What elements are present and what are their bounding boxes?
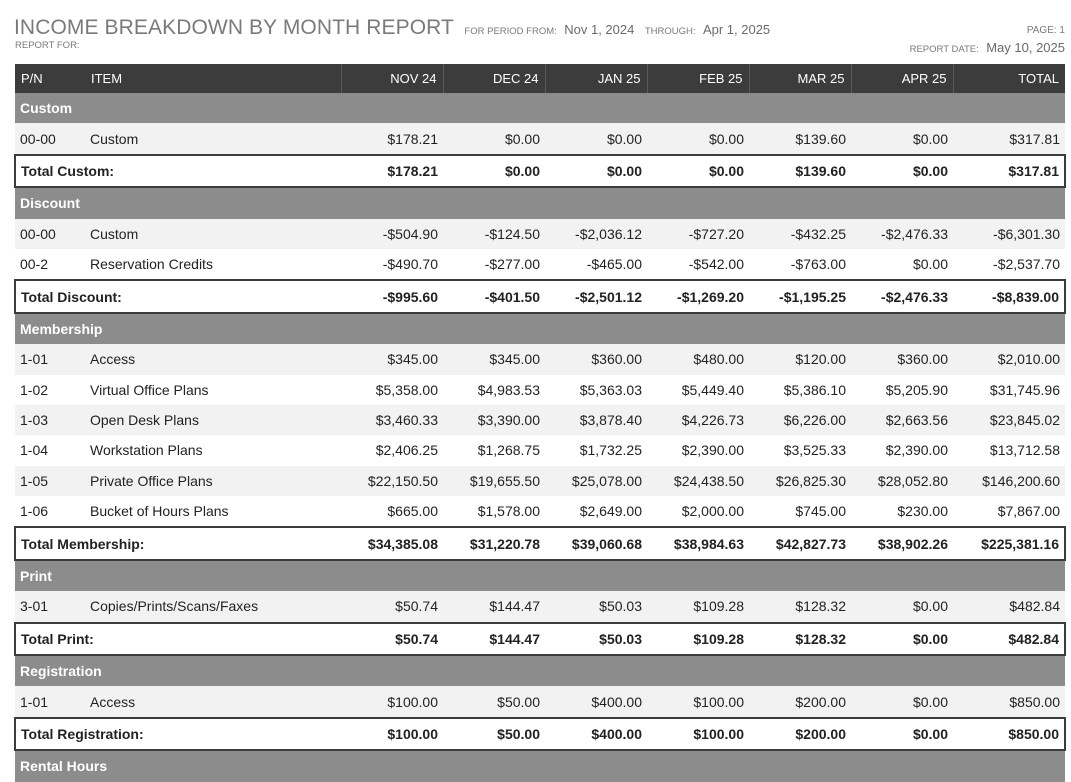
cell-apr-25: $0.00 bbox=[851, 591, 953, 622]
cell-jan-25: $0.00 bbox=[545, 123, 647, 154]
cell-item: Reservation Credits bbox=[85, 249, 341, 280]
cell-nov-24: $100.00 bbox=[341, 686, 443, 717]
table-body bbox=[15, 93, 1065, 782]
category-label: Rental Hours bbox=[15, 750, 1065, 781]
cell-dec-24: $144.47 bbox=[443, 591, 545, 622]
table-row bbox=[15, 496, 1065, 527]
cell-feb-25: $0.00 bbox=[647, 123, 749, 154]
cell-pn: 00-00 bbox=[15, 219, 85, 249]
through-label: THROUGH: bbox=[644, 26, 696, 37]
total-label: Total Print: bbox=[15, 623, 341, 655]
report-for-label: REPORT FOR: bbox=[15, 40, 80, 51]
cell-pn: 1-03 bbox=[15, 405, 85, 435]
category-label: Print bbox=[15, 560, 1065, 591]
category-row bbox=[15, 750, 1065, 781]
cell-item: Workstation Plans bbox=[85, 435, 341, 465]
category-row bbox=[15, 560, 1065, 591]
total-apr-25: -$2,476.33 bbox=[851, 280, 953, 312]
total-label: Total Registration: bbox=[15, 718, 341, 750]
cell-mar-25: $26,825.30 bbox=[749, 466, 851, 496]
table-row bbox=[15, 123, 1065, 154]
cell-feb-25: $24,438.50 bbox=[647, 466, 749, 496]
cell-item: Virtual Office Plans bbox=[85, 375, 341, 405]
total-dec-24: $144.47 bbox=[443, 623, 545, 655]
cell-apr-25: $0.00 bbox=[851, 249, 953, 280]
report-date-label: REPORT DATE: bbox=[909, 44, 979, 55]
cell-mar-25: $139.60 bbox=[749, 123, 851, 154]
cell-nov-24: $22,150.50 bbox=[341, 466, 443, 496]
cell-item: Private Office Plans bbox=[85, 466, 341, 496]
total-label: Total Membership: bbox=[15, 527, 341, 559]
cell-total: $31,745.96 bbox=[953, 375, 1065, 405]
table-row bbox=[15, 405, 1065, 435]
cell-dec-24: -$277.00 bbox=[443, 249, 545, 280]
cell-dec-24: $50.00 bbox=[443, 686, 545, 717]
total-jan-25: $400.00 bbox=[545, 718, 647, 750]
period-from-value: Nov 1, 2024 bbox=[564, 22, 635, 37]
cell-jan-25: $1,732.25 bbox=[545, 435, 647, 465]
total-nov-24: -$995.60 bbox=[341, 280, 443, 312]
page-number: PAGE: 1 bbox=[1026, 25, 1065, 36]
total-row bbox=[15, 718, 1065, 750]
total-feb-25: $109.28 bbox=[647, 623, 749, 655]
cell-item: Access bbox=[85, 686, 341, 717]
cell-pn: 1-01 bbox=[15, 686, 85, 717]
cell-pn: 1-02 bbox=[15, 375, 85, 405]
total-apr-25: $0.00 bbox=[851, 718, 953, 750]
col-header-jan-25: JAN 25 bbox=[545, 64, 647, 93]
cell-total: $7,867.00 bbox=[953, 496, 1065, 527]
cell-jan-25: $2,649.00 bbox=[545, 496, 647, 527]
cell-nov-24: -$504.90 bbox=[341, 219, 443, 249]
cell-apr-25: $2,390.00 bbox=[851, 435, 953, 465]
cell-jan-25: $5,363.03 bbox=[545, 375, 647, 405]
category-row bbox=[15, 187, 1065, 218]
cell-apr-25: $0.00 bbox=[851, 686, 953, 717]
cell-apr-25: $2,663.56 bbox=[851, 405, 953, 435]
total-nov-24: $34,385.08 bbox=[341, 527, 443, 559]
table-row bbox=[15, 466, 1065, 496]
cell-item: Bucket of Hours Plans bbox=[85, 496, 341, 527]
total-apr-25: $38,902.26 bbox=[851, 527, 953, 559]
cell-jan-25: -$465.00 bbox=[545, 249, 647, 280]
total-jan-25: $39,060.68 bbox=[545, 527, 647, 559]
cell-total: $146,200.60 bbox=[953, 466, 1065, 496]
total-feb-25: $100.00 bbox=[647, 718, 749, 750]
cell-mar-25: $3,525.33 bbox=[749, 435, 851, 465]
col-header-apr-25: APR 25 bbox=[851, 64, 953, 93]
col-header-dec-24: DEC 24 bbox=[443, 64, 545, 93]
cell-apr-25: $360.00 bbox=[851, 344, 953, 374]
table-row bbox=[15, 344, 1065, 374]
cell-pn: 1-01 bbox=[15, 344, 85, 374]
cell-dec-24: $19,655.50 bbox=[443, 466, 545, 496]
col-header-feb-25: FEB 25 bbox=[647, 64, 749, 93]
category-row bbox=[15, 313, 1065, 344]
cell-mar-25: $128.32 bbox=[749, 591, 851, 622]
table-row bbox=[15, 375, 1065, 405]
cell-total: $317.81 bbox=[953, 123, 1065, 154]
col-header-item: ITEM bbox=[85, 64, 341, 93]
report-date-value: May 10, 2025 bbox=[986, 40, 1065, 55]
total-total: -$8,839.00 bbox=[953, 280, 1065, 312]
cell-pn: 3-01 bbox=[15, 591, 85, 622]
total-dec-24: $31,220.78 bbox=[443, 527, 545, 559]
total-total: $317.81 bbox=[953, 155, 1065, 187]
cell-feb-25: $100.00 bbox=[647, 686, 749, 717]
total-total: $225,381.16 bbox=[953, 527, 1065, 559]
cell-feb-25: $2,390.00 bbox=[647, 435, 749, 465]
cell-apr-25: $28,052.80 bbox=[851, 466, 953, 496]
cell-nov-24: $2,406.25 bbox=[341, 435, 443, 465]
cell-pn: 1-04 bbox=[15, 435, 85, 465]
cell-feb-25: $2,000.00 bbox=[647, 496, 749, 527]
total-feb-25: -$1,269.20 bbox=[647, 280, 749, 312]
cell-mar-25: $5,386.10 bbox=[749, 375, 851, 405]
cell-item: Access bbox=[85, 344, 341, 374]
total-row bbox=[15, 280, 1065, 312]
cell-mar-25: $745.00 bbox=[749, 496, 851, 527]
report-header bbox=[0, 0, 1071, 64]
category-label: Discount bbox=[15, 187, 1065, 218]
total-feb-25: $38,984.63 bbox=[647, 527, 749, 559]
cell-dec-24: $1,268.75 bbox=[443, 435, 545, 465]
cell-dec-24: $0.00 bbox=[443, 123, 545, 154]
cell-jan-25: $25,078.00 bbox=[545, 466, 647, 496]
cell-apr-25: $5,205.90 bbox=[851, 375, 953, 405]
total-row bbox=[15, 155, 1065, 187]
col-header-pn: P/N bbox=[15, 64, 85, 93]
cell-nov-24: $5,358.00 bbox=[341, 375, 443, 405]
cell-jan-25: -$2,036.12 bbox=[545, 219, 647, 249]
total-apr-25: $0.00 bbox=[851, 623, 953, 655]
through-value: Apr 1, 2025 bbox=[702, 22, 771, 37]
cell-nov-24: $50.74 bbox=[341, 591, 443, 622]
cell-dec-24: $3,390.00 bbox=[443, 405, 545, 435]
total-nov-24: $50.74 bbox=[341, 623, 443, 655]
total-mar-25: $42,827.73 bbox=[749, 527, 851, 559]
cell-total: $2,010.00 bbox=[953, 344, 1065, 374]
cell-feb-25: $109.28 bbox=[647, 591, 749, 622]
table-row bbox=[15, 686, 1065, 717]
cell-item: Open Desk Plans bbox=[85, 405, 341, 435]
table-header-row bbox=[15, 64, 1065, 93]
total-nov-24: $100.00 bbox=[341, 718, 443, 750]
cell-feb-25: $480.00 bbox=[647, 344, 749, 374]
cell-dec-24: $345.00 bbox=[443, 344, 545, 374]
cell-total: $13,712.58 bbox=[953, 435, 1065, 465]
report-date bbox=[910, 39, 1065, 57]
category-label: Custom bbox=[15, 93, 1065, 123]
cell-item: Custom bbox=[85, 123, 341, 154]
category-row bbox=[15, 93, 1065, 123]
cell-nov-24: $345.00 bbox=[341, 344, 443, 374]
col-header-mar-25: MAR 25 bbox=[749, 64, 851, 93]
total-mar-25: $128.32 bbox=[749, 623, 851, 655]
total-total: $482.84 bbox=[953, 623, 1065, 655]
cell-apr-25: -$2,476.33 bbox=[851, 219, 953, 249]
income-breakdown-table bbox=[14, 64, 1066, 782]
cell-total: $482.84 bbox=[953, 591, 1065, 622]
table-row bbox=[15, 591, 1065, 622]
cell-dec-24: $1,578.00 bbox=[443, 496, 545, 527]
cell-pn: 00-2 bbox=[15, 249, 85, 280]
cell-jan-25: $50.03 bbox=[545, 591, 647, 622]
col-header-nov-24: NOV 24 bbox=[341, 64, 443, 93]
cell-item: Copies/Prints/Scans/Faxes bbox=[85, 591, 341, 622]
cell-pn: 1-06 bbox=[15, 496, 85, 527]
cell-nov-24: -$490.70 bbox=[341, 249, 443, 280]
cell-total: $850.00 bbox=[953, 686, 1065, 717]
total-label: Total Discount: bbox=[15, 280, 341, 312]
total-mar-25: $200.00 bbox=[749, 718, 851, 750]
cell-apr-25: $230.00 bbox=[851, 496, 953, 527]
total-label: Total Custom: bbox=[15, 155, 341, 187]
cell-jan-25: $400.00 bbox=[545, 686, 647, 717]
total-nov-24: $178.21 bbox=[341, 155, 443, 187]
cell-pn: 1-05 bbox=[15, 466, 85, 496]
cell-total: $23,845.02 bbox=[953, 405, 1065, 435]
cell-dec-24: -$124.50 bbox=[443, 219, 545, 249]
cell-dec-24: $4,983.53 bbox=[443, 375, 545, 405]
cell-nov-24: $178.21 bbox=[341, 123, 443, 154]
report-title: INCOME BREAKDOWN BY MONTH REPORT bbox=[14, 16, 454, 39]
total-jan-25: $0.00 bbox=[545, 155, 647, 187]
cell-jan-25: $3,878.40 bbox=[545, 405, 647, 435]
total-row bbox=[15, 623, 1065, 655]
total-mar-25: $139.60 bbox=[749, 155, 851, 187]
total-mar-25: -$1,195.25 bbox=[749, 280, 851, 312]
title-line bbox=[14, 16, 770, 40]
cell-item: Custom bbox=[85, 219, 341, 249]
cell-mar-25: -$763.00 bbox=[749, 249, 851, 280]
total-dec-24: $50.00 bbox=[443, 718, 545, 750]
table-row bbox=[15, 249, 1065, 280]
col-header-total: TOTAL bbox=[953, 64, 1065, 93]
cell-total: -$2,537.70 bbox=[953, 249, 1065, 280]
cell-feb-25: $5,449.40 bbox=[647, 375, 749, 405]
total-dec-24: -$401.50 bbox=[443, 280, 545, 312]
category-label: Membership bbox=[15, 313, 1065, 344]
table-row bbox=[15, 219, 1065, 249]
cell-jan-25: $360.00 bbox=[545, 344, 647, 374]
cell-nov-24: $3,460.33 bbox=[341, 405, 443, 435]
total-feb-25: $0.00 bbox=[647, 155, 749, 187]
cell-feb-25: $4,226.73 bbox=[647, 405, 749, 435]
total-jan-25: -$2,501.12 bbox=[545, 280, 647, 312]
period-from-label: FOR PERIOD FROM: bbox=[464, 26, 557, 37]
category-row bbox=[15, 655, 1065, 686]
cell-total: -$6,301.30 bbox=[953, 219, 1065, 249]
cell-mar-25: $200.00 bbox=[749, 686, 851, 717]
cell-mar-25: $120.00 bbox=[749, 344, 851, 374]
total-jan-25: $50.03 bbox=[545, 623, 647, 655]
total-dec-24: $0.00 bbox=[443, 155, 545, 187]
cell-apr-25: $0.00 bbox=[851, 123, 953, 154]
category-label: Registration bbox=[15, 655, 1065, 686]
table-row bbox=[15, 435, 1065, 465]
total-total: $850.00 bbox=[953, 718, 1065, 750]
total-apr-25: $0.00 bbox=[851, 155, 953, 187]
cell-pn: 00-00 bbox=[15, 123, 85, 154]
total-row bbox=[15, 527, 1065, 559]
cell-feb-25: -$542.00 bbox=[647, 249, 749, 280]
cell-mar-25: $6,226.00 bbox=[749, 405, 851, 435]
cell-nov-24: $665.00 bbox=[341, 496, 443, 527]
cell-feb-25: -$727.20 bbox=[647, 219, 749, 249]
cell-mar-25: -$432.25 bbox=[749, 219, 851, 249]
